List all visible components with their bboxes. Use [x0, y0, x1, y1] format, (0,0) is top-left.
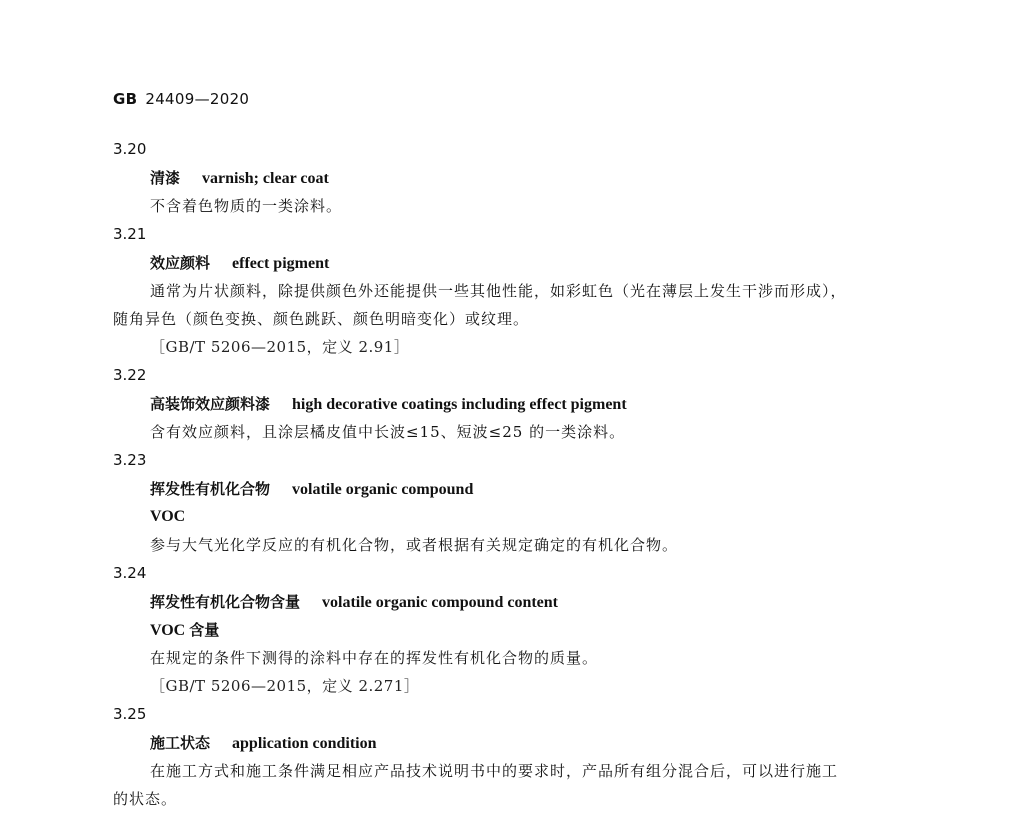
- term-zh: 挥发性有机化合物: [150, 480, 271, 498]
- term-zh: 高装饰效应颜料漆: [150, 395, 271, 413]
- definition: 不含着色物质的一类涂料。: [150, 197, 343, 215]
- abbreviation-zh: 含量: [189, 621, 220, 639]
- term-line: [150, 394, 627, 415]
- term-line: [150, 253, 329, 274]
- term-zh: 效应颜料: [150, 254, 211, 272]
- abbreviation: VOC: [150, 508, 186, 525]
- definition: 通常为片状颜料，除提供颜色外还能提供一些其他性能，如彩虹色（光在薄层上发生干涉而形成），: [150, 282, 847, 300]
- definition-continued: 随角异色（颜色变换、颜色跳跃、颜色明暗变化）或纹理。: [113, 310, 530, 328]
- source-citation: ［GB/T 5206—2015，定义 2.91］: [150, 338, 410, 356]
- section-number: 3.21: [113, 225, 147, 243]
- section-number: 3.20: [113, 140, 147, 158]
- term-en: effect pigment: [232, 255, 330, 272]
- term-en: volatile organic compound content: [322, 594, 559, 611]
- term-en: volatile organic compound: [292, 481, 474, 498]
- standard-code: GB: [113, 90, 138, 108]
- term-line: [150, 479, 473, 500]
- section-number: 3.22: [113, 366, 147, 384]
- definition-continued: 的状态。: [113, 790, 178, 808]
- term-en: application condition: [232, 735, 377, 752]
- term-zh: 施工状态: [150, 734, 211, 752]
- definition: 在规定的条件下测得的涂料中存在的挥发性有机化合物的质量。: [150, 649, 599, 667]
- term-zh: 清漆: [150, 169, 181, 187]
- definition: 参与大气光化学反应的有机化合物，或者根据有关规定确定的有机化合物。: [150, 536, 679, 554]
- term-line: [150, 592, 558, 613]
- section-number: 3.24: [113, 564, 147, 582]
- definition: 含有效应颜料，且涂层橘皮值中长波≤15、短波≤25 的一类涂料。: [150, 423, 626, 441]
- section-number: 3.25: [113, 705, 147, 723]
- section-number: 3.23: [113, 451, 147, 469]
- term-line: [150, 168, 329, 189]
- definition: 在施工方式和施工条件满足相应产品技术说明书中的要求时，产品所有组分混合后，可以进行施工: [150, 762, 839, 780]
- term-line: [150, 733, 377, 754]
- standard-number: 24409—2020: [145, 90, 250, 108]
- page-header: [113, 90, 249, 108]
- source-citation: ［GB/T 5206—2015，定义 2.271］: [150, 677, 420, 695]
- term-en: varnish; clear coat: [202, 170, 329, 187]
- abbreviation-en: VOC: [150, 622, 186, 639]
- term-en: high decorative coatings including effect pigment: [292, 396, 627, 413]
- term-zh: 挥发性有机化合物含量: [150, 593, 301, 611]
- abbreviation: [150, 620, 219, 641]
